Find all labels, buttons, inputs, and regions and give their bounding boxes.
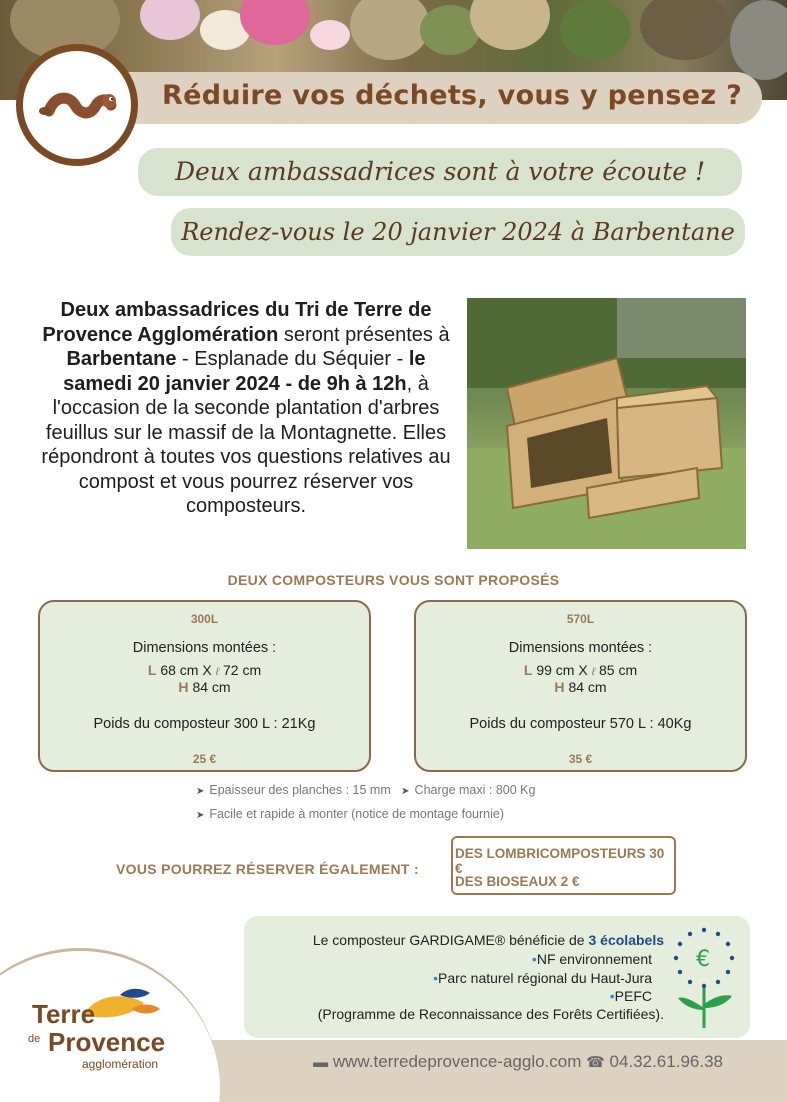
ecolabels-box bbox=[244, 916, 750, 1038]
card-dimensions-lw bbox=[40, 662, 369, 678]
composter-card-570l bbox=[414, 600, 747, 772]
ecolabel-pefc-full: (Programme de Reconnaissance des Forêts Certifiées). bbox=[317, 1006, 664, 1022]
website-link[interactable]: www.terredeprovence-agglo.com bbox=[332, 1052, 582, 1071]
intro-paragraph bbox=[34, 298, 458, 519]
length-value: 68 cm X bbox=[160, 662, 212, 678]
feature-load: Charge maxi : 800 Kg bbox=[414, 783, 536, 797]
reserve-lombricomposteurs: DES LOMBRICOMPOSTEURS 30 € bbox=[455, 846, 665, 876]
logo-agglomeration: agglomération bbox=[82, 1057, 159, 1071]
reserve-label: VOUS POURREZ RÉSERVER ÉGALEMENT : bbox=[116, 861, 419, 877]
card-volume: 300L bbox=[190, 612, 219, 626]
intro-town: Barbentane bbox=[66, 348, 177, 370]
intro-text-3: , à l'occasion de la seconde plantation d'arbres feuillus sur le massif de la Montagnette. Elles répondront à toutes vos questions relatives au compost et vous pourrez réserver vos composteurs. bbox=[41, 372, 451, 517]
composters-section-title: DEUX COMPOSTEURS VOUS SONT PROPOSÉS bbox=[227, 572, 560, 588]
card-weight: Poids du composteur 300 L : 21Kg bbox=[93, 716, 316, 732]
features-line-2 bbox=[196, 807, 504, 821]
logo-de: de bbox=[28, 1033, 41, 1045]
ecolabel-pefc-text: PEFC bbox=[614, 988, 652, 1004]
width-value: 72 cm bbox=[223, 662, 262, 678]
card-volume: 570L bbox=[566, 612, 595, 626]
intro-date: le samedi 20 janvier 2024 - de 9h à 12h bbox=[63, 348, 426, 395]
bullet-dot: • bbox=[609, 988, 615, 1004]
card-dimensions-h bbox=[416, 679, 745, 695]
reserve-items-box bbox=[451, 836, 676, 895]
subtitle-event-date: Rendez-vous le 20 janvier 2024 à Barbentane bbox=[171, 208, 745, 256]
worm-icon bbox=[23, 51, 131, 159]
bullet-dot: • bbox=[531, 951, 537, 967]
terre-de-provence-logo[interactable] bbox=[22, 985, 202, 1075]
card-weight: Poids du composteur 570 L : 40Kg bbox=[469, 716, 692, 732]
card-price: 35 € bbox=[568, 752, 593, 766]
width-value: 85 cm bbox=[599, 662, 638, 678]
length-label: L bbox=[523, 662, 533, 678]
ecolabels-count: 3 écolabels bbox=[588, 932, 664, 948]
features-line-1 bbox=[196, 783, 535, 797]
length-label: L bbox=[147, 662, 157, 678]
intro-text-2: - Esplanade du Séquier - bbox=[176, 348, 409, 370]
svg-text:€: € bbox=[696, 947, 710, 972]
feature-thickness: Epaisseur des planches : 15 mm bbox=[209, 783, 391, 797]
ecolabel-nf bbox=[532, 951, 652, 967]
title-banner bbox=[110, 72, 762, 124]
arrow-right-icon: ➤ bbox=[401, 786, 410, 797]
footer-contact bbox=[313, 1052, 723, 1072]
ecolabels-intro bbox=[313, 932, 664, 948]
width-symbol: ℓ bbox=[215, 666, 220, 678]
height-label: H bbox=[178, 679, 189, 695]
composter-photo bbox=[467, 298, 746, 549]
monitor-icon: ▬ bbox=[313, 1054, 329, 1071]
width-symbol: ℓ bbox=[591, 666, 596, 678]
ecolabels-intro-text: Le composteur GARDIGAME® bénéficie de bbox=[312, 932, 589, 948]
intro-organizers: Deux ambassadrices du Tri de Terre de Provence Agglomération bbox=[42, 299, 432, 346]
bullet-dot: • bbox=[433, 970, 438, 986]
speech-bubble bbox=[16, 44, 138, 166]
height-value: 84 cm bbox=[192, 679, 231, 695]
page-title: Réduire vos déchets, vous y pensez ? bbox=[162, 80, 743, 111]
ecolabel-haut-jura bbox=[433, 970, 652, 986]
card-dimensions-h bbox=[40, 679, 369, 695]
reserve-bioseaux: DES BIOSEAUX 2 € bbox=[455, 874, 580, 889]
height-value: 84 cm bbox=[568, 679, 607, 695]
intro-text-1: seront présentes à bbox=[278, 323, 450, 346]
composter-card-300l bbox=[38, 600, 371, 772]
length-value: 99 cm X bbox=[536, 662, 588, 678]
ecolabel-nf-text: NF environnement bbox=[536, 951, 652, 967]
eu-ecolabel-flower-icon bbox=[662, 922, 746, 1032]
ecolabel-haut-jura-text: Parc naturel régional du Haut-Jura bbox=[437, 970, 652, 986]
arrow-right-icon: ➤ bbox=[196, 786, 205, 797]
card-dimensions-label: Dimensions montées : bbox=[508, 640, 653, 656]
subtitle-ambassadors: Deux ambassadrices sont à votre écoute ! bbox=[138, 148, 742, 196]
ecolabel-pefc bbox=[610, 988, 652, 1004]
phone-icon: ☎ bbox=[586, 1054, 605, 1071]
height-label: H bbox=[554, 679, 565, 695]
feature-assembly: Facile et rapide à monter (notice de montage fournie) bbox=[209, 807, 504, 821]
composter-illustration bbox=[467, 298, 746, 549]
phone-number[interactable]: 04.32.61.96.38 bbox=[609, 1052, 723, 1071]
card-dimensions-label: Dimensions montées : bbox=[132, 640, 277, 656]
arrow-right-icon: ➤ bbox=[196, 810, 205, 821]
logo-provence: Provence bbox=[48, 1027, 166, 1057]
logo-terre: Terre bbox=[32, 999, 96, 1029]
card-price: 25 € bbox=[192, 752, 217, 766]
card-dimensions-lw bbox=[416, 662, 745, 678]
